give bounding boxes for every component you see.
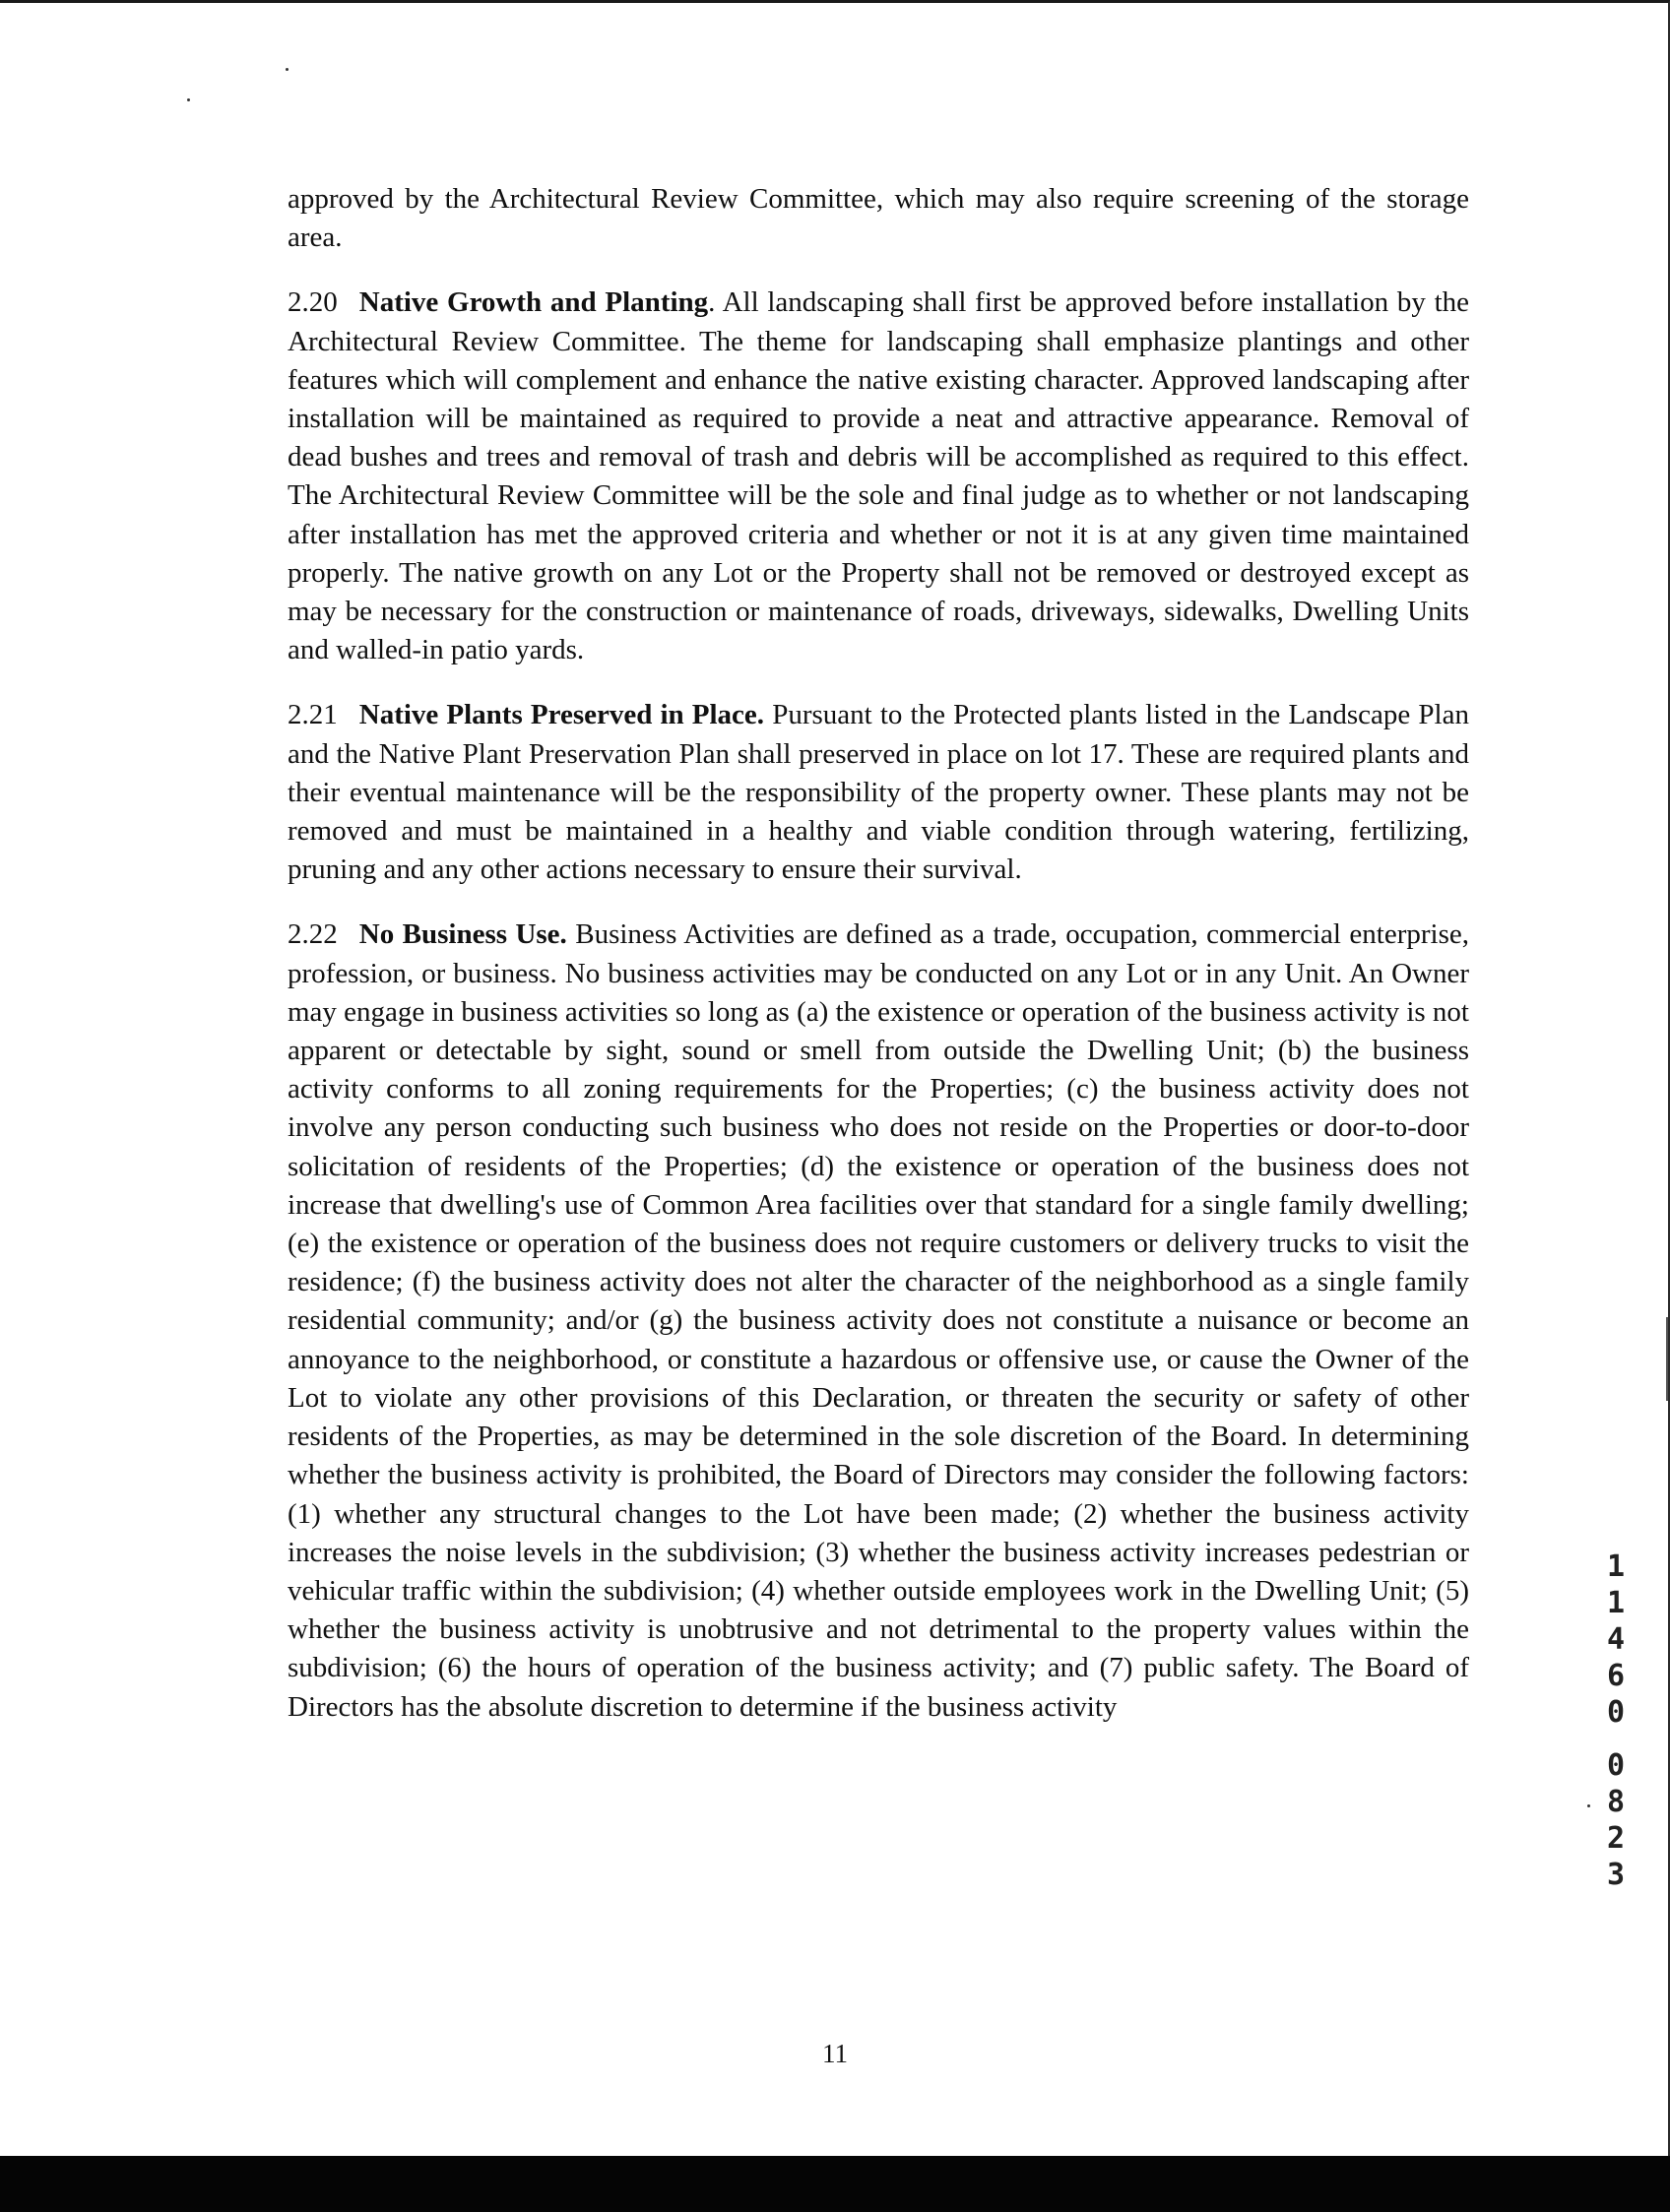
stamp-digit: 4 (1606, 1622, 1626, 1657)
paragraph-continuation (288, 180, 1469, 257)
stamp-digit: 0 (1606, 1748, 1626, 1783)
section-text: . All landscaping shall first be approved before installation by the Architectural Review Committee. The theme for landscaping shall emphasize plantings and other features which will complement and enhance the native existing character. Approved landscaping after installation will be maintained as required to provide a neat and attractive appearance. Removal of dead bushes and trees and removal of trash and debris will be accomplished as required to this effect. The Architectural Review Committee will be the sole and final judge as to whether or not landscaping after installation has met the approved criteria and whether or not it is at any given time maintained properly. The native growth on any Lot or the Property shall not be removed or destroyed except as may be necessary for the construction or maintenance of roads, driveways, sidewalks, Dwelling Units and walled-in patio yards. (288, 286, 1469, 666)
stamp-digit: 3 (1606, 1858, 1626, 1892)
paragraph-text: approved by the Architectural Review Committee, which may also require screening of the storage area. (288, 183, 1469, 254)
scan-speck (286, 68, 289, 71)
section-heading: No Business Use. (358, 918, 567, 951)
section-number: 2.22 (288, 918, 338, 951)
section-heading: Native Plants Preserved in Place. (358, 699, 765, 731)
scan-speck (1587, 1804, 1590, 1807)
section-number: 2.21 (288, 699, 338, 731)
stamp-digit: 2 (1606, 1821, 1626, 1856)
recording-stamp-upper (1603, 1548, 1629, 1731)
section-heading: Native Growth and Planting (358, 286, 709, 319)
recording-stamp-lower (1603, 1747, 1629, 1893)
section-2-22 (288, 916, 1469, 1726)
scan-bottom-border (0, 2156, 1670, 2212)
section-number: 2.20 (288, 286, 338, 319)
stamp-digit: 1 (1606, 1549, 1626, 1584)
section-2-21 (288, 696, 1469, 889)
section-text: Pursuant to the Protected plants listed in the Landscape Plan and the Native Plant Preservation Plan shall preserved in place on lot 17. These are required plants and their eventual maintenance will be the responsibility of the property owner. These plants may not be removed and must be maintained in a healthy and viable condition through watering, fertilizing, pruning and any other actions necessary to ensure their survival. (288, 699, 1469, 886)
section-2-20 (288, 284, 1469, 669)
page-number: 11 (822, 2039, 848, 2068)
section-text: Business Activities are defined as a trade, occupation, commercial enterprise, profession, or business. No business activities may be conducted on any Lot or in any Unit. An Owner may engage in business activities so long as (a) the existence or operation of the business activity is not apparent or detectable by sight, sound or smell from outside the Dwelling Unit; (b) the business activity conforms to all zoning requirements for the Properties; (c) the business activity does not involve any person conducting such business who does not reside on the Properties or door-to-door solicitation of residents of the Properties; (d) the existence or operation of the business does not increase that dwelling's use of Common Area facilities over that standard for a single family dwelling; (e) the existence or operation of the business does not require customers or delivery trucks to visit the residence; (f) the business activity does not alter the character of the neighborhood as a single family residential community; and/or (g) the business activity does not constitute a nuisance or become an annoyance to the neighborhood, or constitute a hazardous or offensive use, or cause the Owner of the Lot to violate any other provisions of this Declaration, or threaten the security or safety of other residents of the Properties, as may be determined in the sole discretion of the Board. In determining whether the business activity is prohibited, the Board of Directors may consider the following factors: (1) whether any structural changes to the Lot have been made; (2) whether the business activity increases the noise levels in the subdivision; (3) whether the business activity increases pedestrian or vehicular traffic within the subdivision; (4) whether outside employees work in the Dwelling Unit; (5) whether the business activity is unobtrusive and not detrimental to the property values within the subdivision; (6) the hours of operation of the business activity; and (7) public safety. The Board of Directors has the absolute discretion to determine if the business activity (288, 918, 1469, 1723)
stamp-digit: 1 (1606, 1586, 1626, 1620)
scan-speck (187, 98, 190, 101)
scan-edge-mark (1666, 1317, 1668, 1401)
stamp-digit: 6 (1606, 1659, 1626, 1693)
stamp-digit: 8 (1606, 1785, 1626, 1819)
body-text (288, 180, 1469, 1753)
stamp-digit: 0 (1606, 1695, 1626, 1730)
